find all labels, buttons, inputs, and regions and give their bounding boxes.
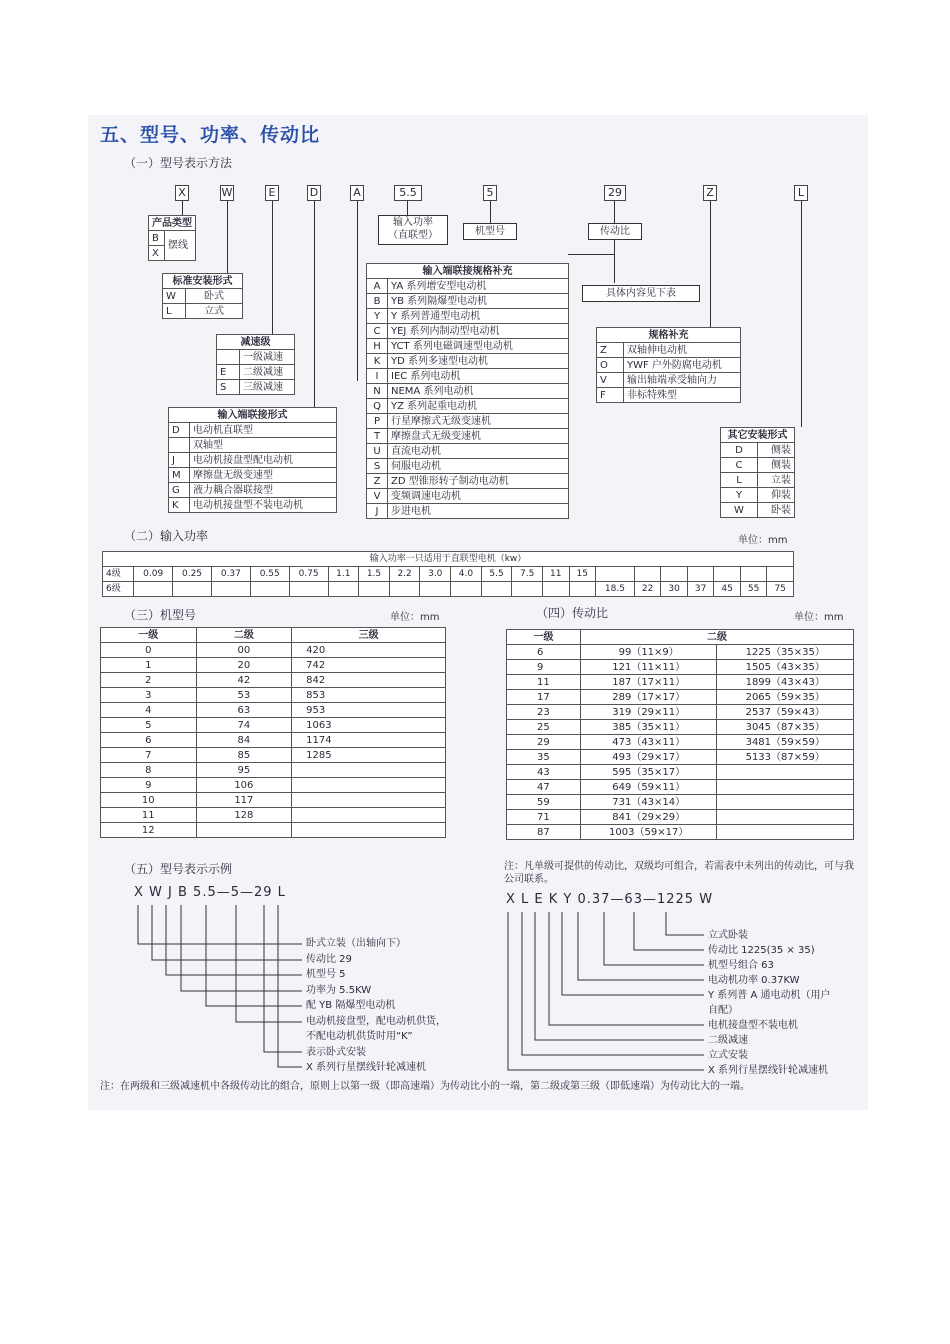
mount-desc: 立式 (186, 304, 243, 319)
row-label-4pole: 4级 (103, 567, 134, 582)
ratio-cell: 17 (507, 690, 581, 705)
ratio-cell: 35 (507, 750, 581, 765)
frame-cell: 853 (292, 688, 446, 703)
frame-cell: 00 (196, 643, 292, 658)
example-2-leader (508, 912, 704, 1070)
frame-cell: 1 (101, 658, 197, 673)
ratio-cell: 47 (507, 780, 581, 795)
ratio-cell: 289（17×17） (580, 690, 717, 705)
ratio-cell: 2065（59×35） (717, 690, 854, 705)
other-code: W (721, 503, 758, 518)
spec-title: 规格补充 (597, 328, 741, 343)
ratio-label: 传动比 (588, 223, 642, 240)
other-code: D (721, 443, 758, 458)
product-desc: 摆线 (164, 231, 195, 261)
spec-code: O (597, 358, 624, 373)
power-cell: 37 (687, 582, 714, 597)
example-item: 二级减速 (708, 1035, 748, 1046)
ratio-cell: 121（11×11） (580, 660, 717, 675)
other-desc: 侧装 (758, 458, 795, 473)
motor-code: C (367, 324, 388, 339)
frame-cell: 2 (101, 673, 197, 688)
power-cell: 0.75 (289, 567, 328, 582)
motor-desc: IEC 系列电动机 (388, 369, 569, 384)
mount-desc: 卧式 (186, 289, 243, 304)
section-3-unit: 单位：mm (390, 612, 440, 623)
ratio-note: 注：凡单级可提供的传动比，双级均可组合，若需表中未列出的传动比，可与我公司联系。 (504, 861, 854, 885)
motor-code: Q (367, 399, 388, 414)
power-cell: 55 (740, 582, 767, 597)
power-table-title: 输入功率一只适用于直联型电机（kw） (103, 552, 794, 567)
section-5-heading: （五）型号表示示例 (124, 862, 233, 876)
other-desc: 立装 (758, 473, 795, 488)
motor-desc: NEMA 系列电动机 (388, 384, 569, 399)
stage-code: S (217, 380, 240, 395)
frame-cell: 117 (196, 793, 292, 808)
motor-code: I (367, 369, 388, 384)
example-item: 不配电动机供货时用“K” (306, 1031, 413, 1042)
frame-cell: 95 (196, 763, 292, 778)
frame-cell: 20 (196, 658, 292, 673)
conn-desc: 双轴型 (190, 438, 337, 453)
product-code: B (149, 231, 165, 246)
see-below-label: 具体内容见下表 (582, 285, 700, 302)
power-label: 输入功率 （直联型） (378, 215, 448, 245)
motor-desc: YEJ 系列内制动型电动机 (388, 324, 569, 339)
code-e: E (265, 185, 279, 201)
motor-code: S (367, 459, 388, 474)
frame-cell: 1063 (292, 718, 446, 733)
power-cell: 45 (714, 582, 741, 597)
example-item: 电动机功率 0.37KW (708, 975, 800, 986)
frame-cell: 4 (101, 703, 197, 718)
col-header: 三级 (292, 628, 446, 643)
other-code: L (721, 473, 758, 488)
section-3-heading: （三）机型号 (124, 608, 197, 622)
example-item: X 系列行星摆线针轮减速机 (306, 1062, 427, 1073)
power-cell: 75 (767, 582, 794, 597)
power-cell: 0.55 (250, 567, 289, 582)
ratio-cell: 1003（59×17） (580, 825, 717, 840)
stage-title: 减速级 (217, 335, 295, 350)
frame-cell: 8 (101, 763, 197, 778)
footer-note: 注：在两级和三级减速机中各级传动比的组合，原则上以第一级（即高速端）为传动比小的一端，第二级或第三级（即低速端）为传动比大的一端。 (100, 1081, 750, 1092)
ratio-cell: 9 (507, 660, 581, 675)
section-4-unit: 单位：mm (794, 612, 844, 623)
example-item: 机型号 5 (306, 969, 346, 980)
other-code: Y (721, 488, 758, 503)
ratio-cell: 841（29×29） (580, 810, 717, 825)
motor-desc: 摩擦盘式无级变速机 (388, 429, 569, 444)
motor-code: U (367, 444, 388, 459)
ratio-cell: 385（35×11） (580, 720, 717, 735)
example-item: 机型号组合 63 (708, 960, 774, 971)
section-4-heading: （四）传动比 (536, 606, 609, 620)
motor-code: H (367, 339, 388, 354)
frame-cell: 7 (101, 748, 197, 763)
motor-desc: YA 系列增安型电动机 (388, 279, 569, 294)
motor-desc: 行星摩擦式无级变速机 (388, 414, 569, 429)
example-1-leader (152, 905, 302, 960)
frame-cell: 74 (196, 718, 292, 733)
example-item: X 系列行星摆线针轮减速机 (708, 1065, 829, 1076)
motor-code: V (367, 489, 388, 504)
conn-code: G (169, 483, 190, 498)
frame-label: 机型号 (463, 223, 517, 240)
spec-code: V (597, 373, 624, 388)
frame-cell: 0 (101, 643, 197, 658)
frame-cell: 53 (196, 688, 292, 703)
motor-desc: YD 系列多速型电动机 (388, 354, 569, 369)
frame-cell: 128 (196, 808, 292, 823)
page-title: 五、型号、功率、传动比 (100, 124, 321, 146)
other-desc: 仰装 (758, 488, 795, 503)
product-code: X (149, 246, 165, 261)
conn-desc: 液力耦合器联接型 (190, 483, 337, 498)
ratio-cell: 3481（59×59） (717, 735, 854, 750)
power-cell: 4.0 (451, 567, 482, 582)
motor-desc: 变频调速电动机 (388, 489, 569, 504)
power-cell: 0.25 (173, 567, 212, 582)
spec-desc: 非标特殊型 (624, 388, 741, 403)
frame-cell: 742 (292, 658, 446, 673)
example-1-leader (278, 905, 302, 1067)
ratio-cell: 25 (507, 720, 581, 735)
example-2-leader (578, 912, 704, 980)
ratio-cell: 71 (507, 810, 581, 825)
motor-spec-title: 输入端联接规格补充 (367, 264, 569, 279)
example-item: 表示卧式安装 (306, 1046, 366, 1058)
frame-cell: 106 (196, 778, 292, 793)
ratio-cell: 2537（59×43） (717, 705, 854, 720)
ratio-cell: 493（29×17） (580, 750, 717, 765)
example-2-leader (634, 912, 704, 950)
other-code: C (721, 458, 758, 473)
motor-desc: YB 系列隔爆型电动机 (388, 294, 569, 309)
ratio-cell: 87 (507, 825, 581, 840)
motor-code: Y (367, 309, 388, 324)
mount-code: L (163, 304, 186, 319)
other-desc: 侧装 (758, 443, 795, 458)
ratio-cell: 319（29×11） (580, 705, 717, 720)
motor-desc: 步进电机 (388, 504, 569, 519)
frame-cell: 842 (292, 673, 446, 688)
code-w: W (221, 186, 233, 199)
section-2-unit: 单位：mm (738, 535, 788, 546)
frame-cell: 1285 (292, 748, 446, 763)
frame-cell: 3 (101, 688, 197, 703)
power-cell: 0.37 (211, 567, 250, 582)
mount-title: 标准安装形式 (163, 274, 243, 289)
example-2-code: X L E K Y 0.37—63—1225 W (506, 892, 714, 907)
example-2-leader (535, 912, 704, 1040)
catalog-page (88, 115, 868, 1110)
example-1-code: X W J B 5.5—5—29 L (134, 885, 286, 900)
power-cell: 1.1 (328, 567, 359, 582)
ratio-cell: 5133（87×59） (717, 750, 854, 765)
code-x: X (175, 185, 189, 201)
power-cell: 22 (634, 582, 661, 597)
ratio-cell: 11 (507, 675, 581, 690)
ratio-cell: 23 (507, 705, 581, 720)
stage-code: E (217, 365, 240, 380)
col-header: 一级 (507, 630, 581, 645)
spec-desc: 输出轴端承受轴向力 (624, 373, 741, 388)
power-cell: 11 (543, 567, 570, 582)
power-cell: 0.09 (134, 567, 173, 582)
ratio-cell: 595（35×17） (580, 765, 717, 780)
spec-code: F (597, 388, 624, 403)
frame-cell: 6 (101, 733, 197, 748)
example-1-leader (138, 905, 302, 944)
spec-code: Z (597, 343, 624, 358)
spec-desc: 双轴伸电动机 (624, 343, 741, 358)
conn-code: J (169, 453, 190, 468)
motor-code: A (367, 279, 388, 294)
conn-desc: 电动机直联型 (190, 423, 337, 438)
mount-code: W (163, 289, 186, 304)
ratio-cell: 1505（43×35） (717, 660, 854, 675)
motor-code: P (367, 414, 388, 429)
frame-cell: 9 (101, 778, 197, 793)
power-cell: 18.5 (596, 582, 635, 597)
example-item: 立式安装 (708, 1050, 748, 1061)
ratio-cell: 59 (507, 795, 581, 810)
motor-code: J (367, 504, 388, 519)
example-1-leader (236, 905, 302, 1022)
conn-code: M (169, 468, 190, 483)
code-l: L (794, 185, 808, 201)
example-item: Y 系列普 A 通电动机（用户 (708, 990, 831, 1001)
example-item: 传动比 29 (306, 953, 352, 965)
ratio-cell: 29 (507, 735, 581, 750)
frame-cell: 85 (196, 748, 292, 763)
frame-cell: 10 (101, 793, 197, 808)
conn-code: D (169, 423, 190, 438)
frame-cell: 11 (101, 808, 197, 823)
ratio-cell: 473（43×11） (580, 735, 717, 750)
code-d: D (307, 185, 321, 201)
motor-desc: Y 系列普通型电动机 (388, 309, 569, 324)
ratio-cell: 731（43×14） (580, 795, 717, 810)
ratio-cell: 99（11×9） (580, 645, 717, 660)
code-frame: 5 (483, 185, 497, 201)
stage-desc: 一级减速 (240, 350, 295, 365)
motor-desc: ZD 型锥形转子制动电动机 (388, 474, 569, 489)
code-power: 5.5 (394, 185, 422, 201)
power-cell: 7.5 (512, 567, 543, 582)
example-item: 传动比 1225(35 × 35) (708, 945, 815, 956)
conn-desc: 电动机接盘型不装电动机 (190, 498, 337, 513)
example-item: 自配） (708, 1005, 738, 1016)
motor-code: B (367, 294, 388, 309)
ratio-cell: 1225（35×35） (717, 645, 854, 660)
example-2-leader (604, 912, 704, 965)
conn-desc: 电动机接盘型配电动机 (190, 453, 337, 468)
ratio-cell: 1899（43×43） (717, 675, 854, 690)
power-cell: 5.5 (481, 567, 512, 582)
code-a: A (350, 185, 364, 201)
row-label-6pole: 6级 (103, 582, 134, 597)
section-1-heading: （一）型号表示方法 (124, 156, 233, 170)
motor-desc: 直流电动机 (388, 444, 569, 459)
col-header: 一级 (101, 628, 197, 643)
example-item: 电机接盘型不装电机 (708, 1020, 798, 1031)
example-1-leader (264, 905, 302, 1052)
code-z: Z (703, 185, 717, 201)
col-header: 二级 (580, 630, 853, 645)
motor-desc: 伺服电动机 (388, 459, 569, 474)
motor-desc: YCT 系列电磁调速型电动机 (388, 339, 569, 354)
motor-code: T (367, 429, 388, 444)
frame-cell: 42 (196, 673, 292, 688)
example-1-leader (181, 905, 302, 991)
stage-desc: 二级减速 (240, 365, 295, 380)
frame-cell: 420 (292, 643, 446, 658)
power-cell: 30 (661, 582, 688, 597)
conn-code: K (169, 498, 190, 513)
power-cell: 3.0 (420, 567, 451, 582)
power-cell: 15 (569, 567, 596, 582)
code-ratio: 29 (604, 185, 626, 201)
example-item: 配 YB 隔爆型电动机 (306, 1000, 396, 1011)
ratio-cell: 649（59×11） (580, 780, 717, 795)
product-type-title: 产品类型 (149, 216, 196, 231)
frame-cell: 63 (196, 703, 292, 718)
frame-cell: 1174 (292, 733, 446, 748)
spec-desc: YWF 户外防腐电动机 (624, 358, 741, 373)
section-2-heading: （二）输入功率 (124, 529, 209, 543)
motor-code: K (367, 354, 388, 369)
ratio-cell: 6 (507, 645, 581, 660)
example-item: 电动机接盘型，配电动机供货， (306, 1015, 446, 1027)
ratio-cell: 187（17×11） (580, 675, 717, 690)
power-cell: 2.2 (389, 567, 420, 582)
ratio-cell: 43 (507, 765, 581, 780)
example-2-leader (562, 912, 704, 995)
example-leader-lines (88, 115, 868, 1110)
example-2-leader (549, 912, 704, 1025)
other-mount-title: 其它安装形式 (721, 428, 795, 443)
frame-cell: 953 (292, 703, 446, 718)
motor-code: N (367, 384, 388, 399)
example-item: 卧式立装（出轴向下） (306, 938, 406, 949)
frame-cell: 12 (101, 823, 197, 838)
example-1-leader (166, 905, 302, 975)
power-cell: 1.5 (359, 567, 390, 582)
example-item: 功率为 5.5KW (306, 984, 372, 996)
frame-cell: 5 (101, 718, 197, 733)
stage-desc: 三级减速 (240, 380, 295, 395)
example-2-leader (666, 912, 704, 935)
conn-title: 输入端联接形式 (169, 408, 337, 423)
conn-desc: 摩擦盘无级变速型 (190, 468, 337, 483)
other-desc: 卧装 (758, 503, 795, 518)
col-header: 二级 (196, 628, 292, 643)
frame-cell: 84 (196, 733, 292, 748)
ratio-cell: 3045（87×35） (717, 720, 854, 735)
example-item: 立式卧装 (708, 930, 748, 941)
motor-desc: YZ 系列起重电动机 (388, 399, 569, 414)
motor-code: Z (367, 474, 388, 489)
